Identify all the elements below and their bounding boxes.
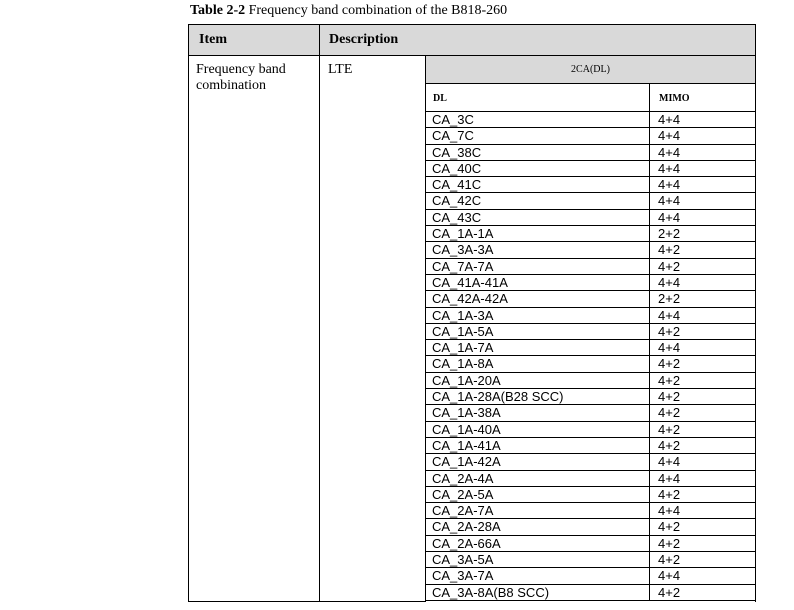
cell-mimo: 4+4 bbox=[658, 307, 681, 323]
cell-divider bbox=[649, 422, 650, 437]
column-header-dl: DL bbox=[433, 93, 447, 104]
cell-divider bbox=[649, 242, 650, 257]
cell-divider bbox=[649, 161, 650, 176]
table-row bbox=[425, 405, 756, 421]
cell-divider bbox=[649, 585, 650, 600]
table-row bbox=[425, 226, 756, 242]
cell-divider bbox=[649, 373, 650, 388]
table-number: Table 2-2 bbox=[190, 3, 246, 18]
cell-mimo: 4+4 bbox=[658, 470, 681, 486]
table-row bbox=[425, 568, 756, 584]
cell-dl: CA_3A-5A bbox=[432, 552, 494, 568]
border-bottom-lte bbox=[319, 601, 426, 602]
column-header-mimo: MIMO bbox=[659, 93, 690, 104]
cell-divider bbox=[649, 210, 650, 225]
cell-mimo: 4+2 bbox=[658, 323, 681, 339]
cell-dl: CA_1A-41A bbox=[432, 437, 501, 453]
table-row bbox=[425, 259, 756, 275]
cell-divider bbox=[649, 308, 650, 323]
table-row bbox=[425, 308, 756, 324]
cell-divider bbox=[649, 519, 650, 534]
cell-dl: CA_41A-41A bbox=[432, 274, 508, 290]
cell-dl: CA_1A-1A bbox=[432, 226, 494, 242]
cell-dl: CA_2A-4A bbox=[432, 470, 494, 486]
cell-mimo: 4+2 bbox=[658, 356, 681, 372]
group-header-2ca bbox=[425, 56, 756, 83]
cell-mimo: 4+4 bbox=[658, 112, 681, 127]
frequency-band-table bbox=[188, 24, 756, 602]
cell-mimo: 4+2 bbox=[658, 372, 681, 388]
item-frequency-band: Frequency band combination bbox=[196, 62, 286, 93]
cell-dl: CA_1A-5A bbox=[432, 323, 494, 339]
table-row bbox=[425, 161, 756, 177]
table-row bbox=[425, 373, 756, 389]
cell-dl: CA_1A-8A bbox=[432, 356, 494, 372]
cell-mimo: 4+4 bbox=[658, 209, 681, 225]
table-row bbox=[425, 177, 756, 193]
table-row bbox=[425, 519, 756, 535]
divider-colhdr bbox=[649, 83, 650, 112]
table-row bbox=[425, 145, 756, 161]
cell-dl: CA_3A-8A(B8 SCC) bbox=[432, 584, 550, 600]
cell-divider bbox=[649, 275, 650, 290]
cell-divider bbox=[649, 177, 650, 192]
cell-mimo: 4+4 bbox=[658, 128, 681, 144]
table-row bbox=[425, 503, 756, 519]
line-under-group bbox=[425, 83, 756, 84]
cell-dl: CA_2A-7A bbox=[432, 503, 494, 519]
cell-mimo: 4+2 bbox=[658, 389, 681, 405]
table-row bbox=[425, 471, 756, 487]
cell-dl: CA_42C bbox=[432, 193, 482, 209]
header-item: Item bbox=[199, 32, 227, 47]
cell-dl: CA_2A-5A bbox=[432, 486, 494, 502]
table-row bbox=[425, 552, 756, 568]
cell-dl: CA_1A-3A bbox=[432, 307, 494, 323]
cell-mimo: 4+4 bbox=[658, 454, 681, 470]
cell-mimo: 4+2 bbox=[658, 584, 681, 600]
table-row bbox=[425, 454, 756, 470]
table-row bbox=[425, 585, 756, 601]
cell-dl: CA_38C bbox=[432, 144, 482, 160]
table-row bbox=[425, 291, 756, 307]
table-row bbox=[425, 356, 756, 372]
cell-divider bbox=[649, 112, 650, 127]
cell-dl: CA_7C bbox=[432, 128, 474, 144]
cell-divider bbox=[649, 128, 650, 143]
cell-mimo: 4+4 bbox=[658, 193, 681, 209]
cell-mimo: 4+2 bbox=[658, 258, 681, 274]
cell-divider bbox=[649, 438, 650, 453]
group-label: 2CA(DL) bbox=[571, 64, 610, 75]
cell-divider bbox=[649, 340, 650, 355]
cell-dl: CA_1A-40A bbox=[432, 421, 501, 437]
cell-divider bbox=[649, 324, 650, 339]
cell-mimo: 4+4 bbox=[658, 274, 681, 290]
cell-mimo: 2+2 bbox=[658, 291, 681, 307]
cell-mimo: 4+4 bbox=[658, 144, 681, 160]
table-row bbox=[425, 324, 756, 340]
cell-mimo: 4+2 bbox=[658, 519, 681, 535]
cell-mimo: 4+2 bbox=[658, 552, 681, 568]
cell-dl: CA_42A-42A bbox=[432, 291, 508, 307]
cell-dl: CA_1A-28A(B28 SCC) bbox=[432, 389, 564, 405]
cell-divider bbox=[649, 552, 650, 567]
table-caption bbox=[190, 3, 507, 19]
cell-divider bbox=[649, 536, 650, 551]
cell-divider bbox=[649, 405, 650, 420]
cell-dl: CA_3A-7A bbox=[432, 568, 494, 584]
border-bottom-item bbox=[188, 601, 319, 602]
cell-mimo: 4+4 bbox=[658, 160, 681, 176]
cell-divider bbox=[649, 389, 650, 404]
cell-dl: CA_3C bbox=[432, 112, 474, 127]
divider-item-description bbox=[319, 24, 320, 602]
cell-dl: CA_2A-66A bbox=[432, 535, 501, 551]
cell-mimo: 4+4 bbox=[658, 568, 681, 584]
table-row bbox=[425, 128, 756, 144]
cell-mimo: 4+2 bbox=[658, 437, 681, 453]
cell-mimo: 4+2 bbox=[658, 421, 681, 437]
cell-divider bbox=[649, 471, 650, 486]
table-header-row bbox=[188, 24, 756, 56]
border-left bbox=[188, 24, 189, 602]
table-row bbox=[425, 340, 756, 356]
cell-mimo: 4+4 bbox=[658, 503, 681, 519]
cell-dl: CA_41C bbox=[432, 177, 482, 193]
cell-mimo: 4+2 bbox=[658, 242, 681, 258]
combination-rows bbox=[425, 112, 756, 601]
cell-divider bbox=[649, 356, 650, 371]
cell-divider bbox=[649, 454, 650, 469]
table-row bbox=[425, 242, 756, 258]
cell-dl: CA_1A-42A bbox=[432, 454, 501, 470]
header-description: Description bbox=[329, 32, 399, 47]
table-title: Frequency band combination of the B818-260 bbox=[245, 3, 508, 18]
cell-dl: CA_1A-20A bbox=[432, 372, 501, 388]
table-row bbox=[425, 389, 756, 405]
cell-dl: CA_40C bbox=[432, 160, 482, 176]
table-row bbox=[425, 112, 756, 128]
cell-mimo: 2+2 bbox=[658, 226, 681, 242]
table-row bbox=[425, 422, 756, 438]
cell-divider bbox=[649, 259, 650, 274]
cell-divider bbox=[649, 503, 650, 518]
cell-mimo: 4+2 bbox=[658, 535, 681, 551]
description-lte: LTE bbox=[328, 62, 353, 77]
cell-dl: CA_3A-3A bbox=[432, 242, 494, 258]
table-row bbox=[425, 438, 756, 454]
cell-divider bbox=[649, 568, 650, 583]
table-row bbox=[425, 275, 756, 291]
cell-mimo: 4+2 bbox=[658, 405, 681, 421]
cell-dl: CA_43C bbox=[432, 209, 482, 225]
cell-divider bbox=[649, 145, 650, 160]
cell-dl: CA_1A-38A bbox=[432, 405, 501, 421]
table-row bbox=[425, 193, 756, 209]
cell-mimo: 4+4 bbox=[658, 177, 681, 193]
cell-dl: CA_1A-7A bbox=[432, 340, 494, 356]
table-row bbox=[425, 536, 756, 552]
cell-mimo: 4+2 bbox=[658, 486, 681, 502]
cell-divider bbox=[649, 487, 650, 502]
table-row bbox=[425, 210, 756, 226]
cell-divider bbox=[649, 193, 650, 208]
cell-divider bbox=[649, 291, 650, 306]
cell-dl: CA_2A-28A bbox=[432, 519, 501, 535]
table-row bbox=[425, 487, 756, 503]
cell-dl: CA_7A-7A bbox=[432, 258, 494, 274]
cell-mimo: 4+4 bbox=[658, 340, 681, 356]
cell-divider bbox=[649, 226, 650, 241]
